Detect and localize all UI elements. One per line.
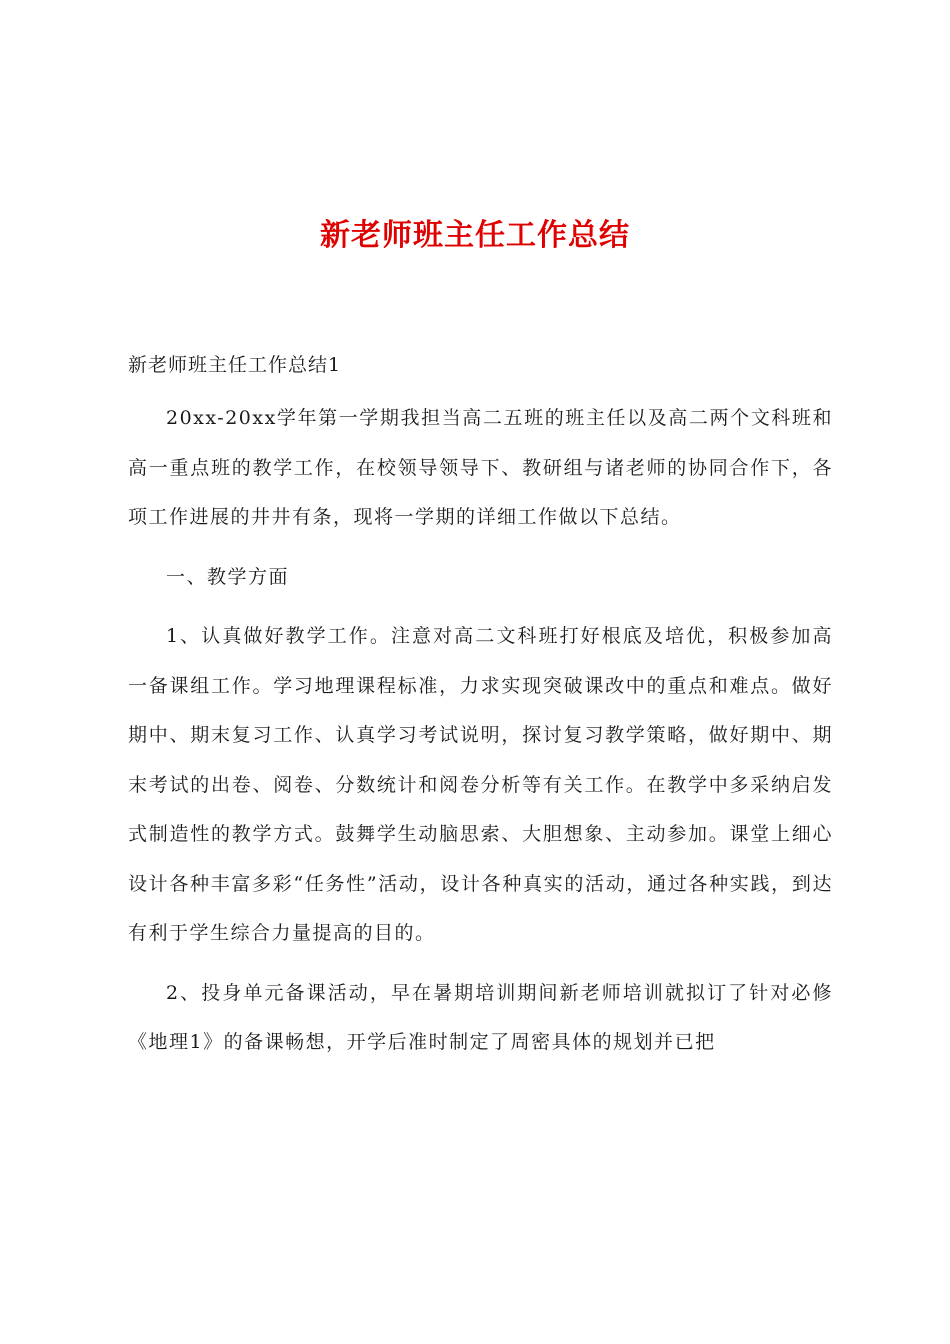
paragraph-section-teaching: 一、教学方面 xyxy=(166,565,290,588)
paragraph-intro: 20xx-20xx学年第一学期我担当高二五班的班主任以及高二两个文科班和高一重点班的教学工作，在校领导领导下、教研组与诸老师的协同合作下，各项工作进展的井井有条，现将一学期的详细工作做以下总结。 xyxy=(128,407,833,528)
section-heading: 新老师班主任工作总结1 xyxy=(128,354,342,376)
paragraph-item-1: 1、认真做好教学工作。注意对高二文科班打好根底及培优，积极参加高一备课组工作。学习地理课程标准，力求实现突破课改中的重点和难点。做好期中、期末复习工作、认真学习考试说明，探讨复习教学策略，做好期中、期末考试的出卷、阅卷、分数统计和阅卷分析等有关工作。在教学中多采纳启发式制造性的教学方式。鼓舞学生动脑思索、大胆想象、主动参加。课堂上细心设计各种丰富多彩“任务性”活动，设计各种真实的活动，通过各种实践，到达有利于学生综合力量提高的目的。 xyxy=(128,625,833,944)
document-title: 新老师班主任工作总结 xyxy=(320,218,630,253)
document-body xyxy=(128,350,833,1078)
paragraph-item-2: 2、投身单元备课活动，早在暑期培训期间新老师培训就拟订了针对必修《地理1》的备课畅想，开学后准时制定了周密具体的规划并已把 xyxy=(128,981,833,1053)
